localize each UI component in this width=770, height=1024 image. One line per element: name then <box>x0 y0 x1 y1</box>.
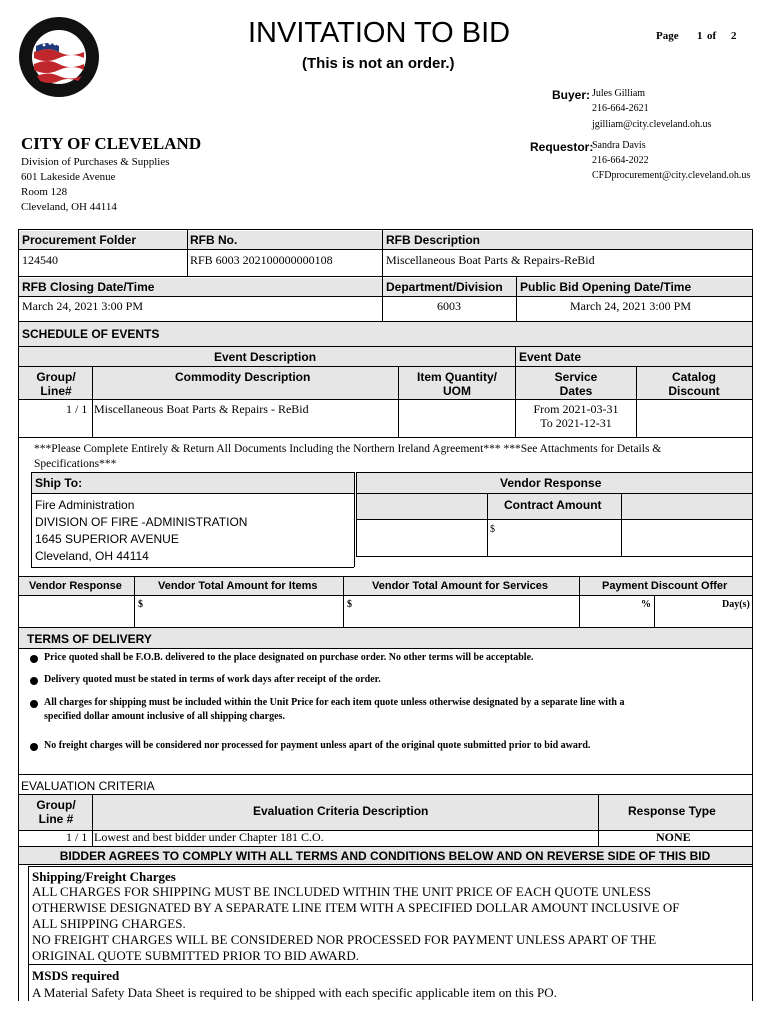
page-total: 2 <box>731 30 737 42</box>
rfb-no-value: RFB 6003 202100000000108 <box>190 253 333 267</box>
shipping-line-4: NO FREIGHT CHARGES WILL BE CONSIDERED NOR PROCESSED FOR PAYMENT UNLESS APART OF THE <box>32 932 657 947</box>
page-of: of <box>707 30 717 42</box>
ship-to-line-2: DIVISION OF FIRE -ADMINISTRATION <box>35 515 248 529</box>
service-dates-header: Service Dates <box>554 370 598 398</box>
requestor-email[interactable]: CFDprocurement@city.cleveland.oh.us <box>592 170 751 181</box>
requestor-label: Requestor: <box>530 140 594 154</box>
commodity-description-header: Commodity Description <box>175 370 311 384</box>
schedule-row-description: Miscellaneous Boat Parts & Repairs - ReBid <box>94 402 309 416</box>
schedule-row-from: From 2021-03-31 <box>533 402 619 416</box>
shipping-title: Shipping/Freight Charges <box>32 869 176 884</box>
evaluation-group-header: Group/ Line # <box>36 798 76 826</box>
payment-discount-col: Payment Discount Offer <box>602 580 728 592</box>
department-label: Department/Division <box>386 280 503 294</box>
evaluation-description-header: Evaluation Criteria Description <box>253 804 429 818</box>
vendor-response-header: Vendor Response <box>500 476 602 490</box>
procurement-folder-value: 124540 <box>22 253 58 267</box>
terms-title: TERMS OF DELIVERY <box>27 632 152 646</box>
event-date-header: Event Date <box>519 350 582 364</box>
evaluation-title: EVALUATION CRITERIA <box>21 779 155 793</box>
bidder-agrees-banner: BIDDER AGREES TO COMPLY WITH ALL TERMS AND CONDITIONS BELOW AND ON REVERSE SIDE OF THIS BID <box>59 849 711 863</box>
vendor-response-col: Vendor Response <box>29 580 122 592</box>
item-quantity-header: Item Quantity/ UOM <box>416 370 497 398</box>
vendor-response-input[interactable] <box>19 596 133 626</box>
catalog-discount-header: Catalog Discount <box>668 370 720 398</box>
evaluation-row-line: 1 / 1 <box>66 830 88 844</box>
ship-to-label: Ship To: <box>35 476 83 490</box>
evaluation-row-description: Lowest and best bidder under Chapter 181 C.O. <box>94 830 324 844</box>
org-street: 601 Lakeside Avenue <box>21 171 116 183</box>
bullet-icon <box>30 655 38 663</box>
terms-bullet-2: Delivery quoted must be stated in terms of work days after receipt of the order. <box>44 674 381 685</box>
contract-amount-header: Contract Amount <box>504 498 602 512</box>
msds-text: A Material Safety Data Sheet is required to be shipped with each specific applicable item on this PO. <box>32 985 557 1000</box>
ship-to-line-1: Fire Administration <box>35 498 135 512</box>
schedule-row-to: To 2021-12-31 <box>540 416 612 430</box>
page-label: Page <box>656 30 679 42</box>
vendor-total-items-col: Vendor Total Amount for Items <box>158 580 318 592</box>
buyer-label: Buyer: <box>552 88 591 102</box>
contract-amount-input[interactable]: $ <box>490 524 495 535</box>
buyer-email[interactable]: jgilliam@city.cleveland.oh.us <box>592 119 712 130</box>
procurement-folder-label: Procurement Folder <box>22 233 137 247</box>
bullet-icon <box>30 677 38 685</box>
bullet-icon <box>30 743 38 751</box>
schedule-row-line: 1 / 1 <box>66 402 88 416</box>
closing-date-value: March 24, 2021 3:00 PM <box>22 299 143 313</box>
closing-date-label: RFB Closing Date/Time <box>22 280 155 294</box>
document-subtitle: (This is not an order.) <box>302 55 455 72</box>
requestor-name: Sandra Davis <box>592 140 646 151</box>
items-amount-input[interactable]: $ <box>138 599 143 610</box>
terms-bullet-3a: All charges for shipping must be included within the Unit Price for each item quote unless otherwise designated by a separate line with a <box>44 697 625 708</box>
shipping-line-5: ORIGINAL QUOTE SUBMITTED PRIOR TO BID AWARD. <box>32 948 359 963</box>
rfb-description-label: RFB Description <box>386 233 481 247</box>
org-name: CITY OF CLEVELAND <box>21 134 202 153</box>
event-description-header: Event Description <box>214 350 317 364</box>
bullet-icon <box>30 700 38 708</box>
schedule-title: SCHEDULE OF EVENTS <box>22 327 160 341</box>
department-value: 6003 <box>437 299 461 313</box>
evaluation-row-response: NONE <box>656 830 691 844</box>
response-type-header: Response Type <box>628 804 716 818</box>
opening-date-label: Public Bid Opening Date/Time <box>520 280 692 294</box>
shipping-line-2: OTHERWISE DESIGNATED BY A SEPARATE LINE ITEM WITH A SPECIFIED DOLLAR AMOUNT INCLUSIVE OF <box>32 900 680 915</box>
notice-line-1: ***Please Complete Entirely & Return All Documents Including the Northern Ireland Agreement*** ***See Attachments for Details & <box>34 443 662 455</box>
group-line-header: Group/ Line# <box>36 370 76 398</box>
buyer-phone: 216-664-2621 <box>592 103 649 114</box>
notice-line-2: Specifications*** <box>34 458 117 470</box>
rfb-description-value: Miscellaneous Boat Parts & Repairs-ReBid <box>386 253 595 267</box>
shipping-line-3: ALL SHIPPING CHARGES. <box>32 916 186 931</box>
terms-bullet-3b: specified dollar amount inclusive of all shipping charges. <box>44 711 285 722</box>
requestor-phone: 216-664-2022 <box>592 155 649 166</box>
ship-to-line-4: Cleveland, OH 44114 <box>35 549 149 563</box>
ship-to-line-3: 1645 SUPERIOR AVENUE <box>35 532 179 546</box>
rfb-no-label: RFB No. <box>190 233 238 247</box>
org-division: Division of Purchases & Supplies <box>21 156 170 168</box>
city-seal-logo <box>18 16 100 98</box>
org-city: Cleveland, OH 44114 <box>21 201 117 213</box>
terms-bullet-1: Price quoted shall be F.O.B. delivered to the place designated on purchase order. No other terms will be acceptable. <box>44 652 534 663</box>
document-title: INVITATION TO BID <box>248 17 511 49</box>
services-amount-input[interactable]: $ <box>347 599 352 610</box>
opening-date-value: March 24, 2021 3:00 PM <box>570 299 691 313</box>
shipping-line-1: ALL CHARGES FOR SHIPPING MUST BE INCLUDED WITHIN THE UNIT PRICE OF EACH QUOTE UNLESS <box>32 884 651 899</box>
terms-bullet-4: No freight charges will be considered nor processed for payment unless apart of the original quote submitted prior to bid award. <box>44 740 591 751</box>
page-number: 1 <box>697 30 703 42</box>
vendor-total-services-col: Vendor Total Amount for Services <box>372 580 549 592</box>
discount-days-input[interactable]: Day(s) <box>722 599 750 610</box>
buyer-name: Jules Gilliam <box>592 88 646 99</box>
discount-percent-input[interactable]: % <box>641 599 651 610</box>
msds-title: MSDS required <box>32 968 120 983</box>
org-room: Room 128 <box>21 186 68 198</box>
